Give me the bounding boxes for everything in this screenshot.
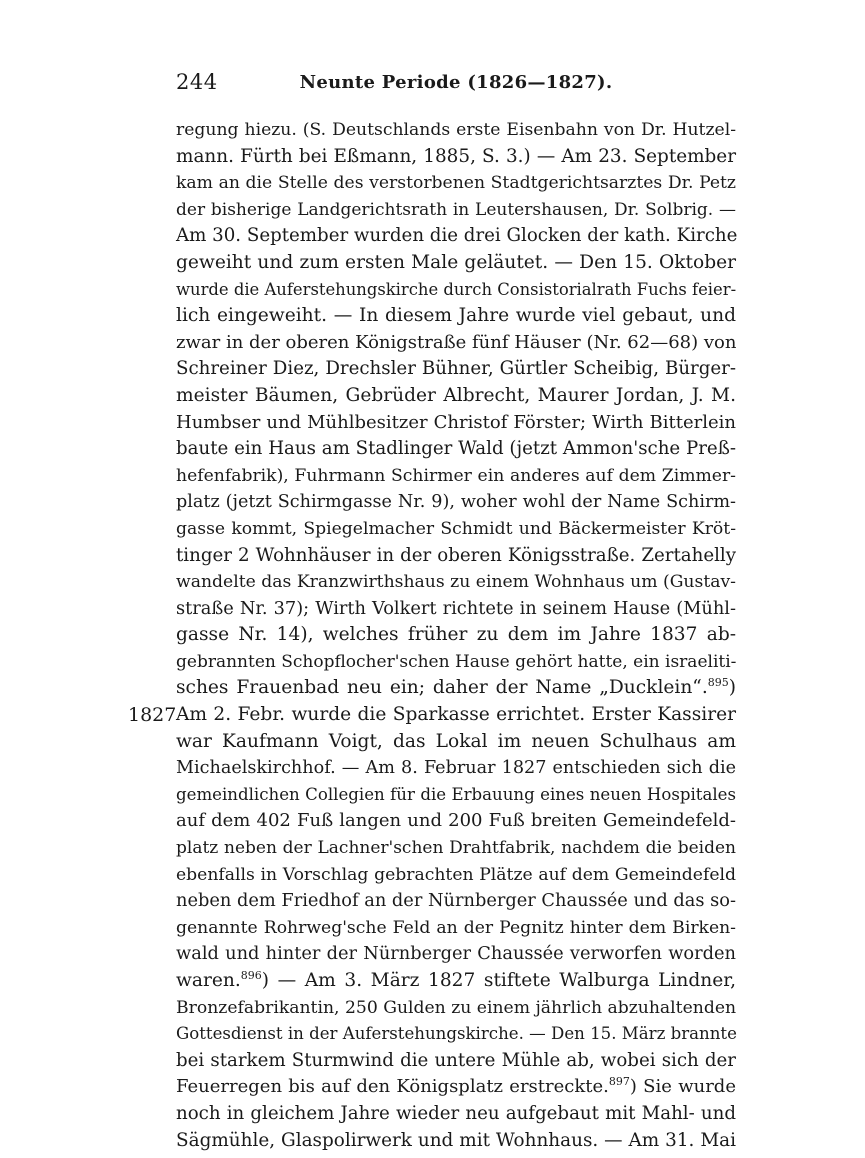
text-line <box>176 1021 736 1048</box>
line-text: gasse Nr. 14), welches früher zu dem im Jahre 1837 ab- <box>176 624 736 646</box>
line-text: Bronzefabrikantin, 250 Gulden zu einem jährlich abzuhaltenden <box>176 997 737 1018</box>
margin-year: 1827 <box>128 704 177 727</box>
line-text: Michaelskirchhof. — Am 8. Februar 1827 entschieden sich die <box>176 758 736 779</box>
text-line <box>176 995 736 1022</box>
text-line <box>176 197 736 224</box>
line-text: Gottesdienst in der Auferstehungskirche. — Den 15. März brannte <box>176 1024 737 1044</box>
text-line <box>176 835 736 862</box>
line-text: gasse kommt, Spiegelmacher Schmidt und Bäckermeister Kröt- <box>176 518 736 539</box>
text-line <box>176 463 736 490</box>
footnote-marker: 895 <box>707 676 729 690</box>
body-text <box>128 117 738 1154</box>
line-text: wurde die Auferstehungskirche durch Consistorialrath Fuchs feier- <box>176 279 737 299</box>
line-text: Feuerregen bis auf den Königsplatz erstreckte. <box>176 1076 609 1098</box>
line-text: hefenfabrik), Fuhrmann Schirmer ein anderes auf dem Zimmer- <box>176 465 736 486</box>
line-text: lich eingeweiht. — In diesem Jahre wurde viel gebaut, und <box>176 305 736 327</box>
text-line <box>176 915 736 942</box>
line-text: Am 2. Febr. wurde die Sparkasse errichtet. Erster Kassirer <box>176 704 736 726</box>
text-line <box>176 675 736 702</box>
page-header <box>176 70 736 100</box>
line-text: kam an die Stelle des verstorbenen Stadtgerichtsarztes Dr. Petz <box>176 173 736 194</box>
line-text: genannte Rohrweg'sche Feld an der Pegnitz hinter dem Birken- <box>176 917 736 938</box>
text-line <box>176 862 736 889</box>
line-text: waren. <box>176 970 241 991</box>
text-line <box>176 303 736 330</box>
line-text: Schreiner Diez, Drechsler Bühner, Gürtler Scheibig, Bürger- <box>176 358 736 380</box>
text-line <box>176 1074 736 1101</box>
line-text: neben dem Friedhof an der Nürnberger Chaussée und das so- <box>176 890 737 912</box>
line-text: war Kaufmann Voigt, das Lokal im neuen Schulhaus am <box>176 730 736 752</box>
text-line <box>176 489 736 516</box>
text-line <box>128 702 736 729</box>
text-line <box>176 356 736 383</box>
text-line <box>176 622 736 649</box>
text-line <box>176 516 736 543</box>
line-text: straße Nr. 37); Wirth Volkert richtete in seinem Hause (Mühl- <box>176 597 736 619</box>
text-line <box>176 968 736 995</box>
text-line <box>176 729 736 756</box>
line-text: ebenfalls in Vorschlag gebrachten Plätze auf dem Gemeindefeld <box>176 864 736 885</box>
text-line <box>176 941 736 968</box>
text-line <box>176 782 736 809</box>
text-line <box>176 330 736 357</box>
text-line <box>176 383 736 410</box>
text-line <box>176 1128 736 1155</box>
footnote-marker: 896 <box>240 969 262 982</box>
text-line <box>176 596 736 623</box>
text-line <box>176 569 736 596</box>
line-text: platz neben der Lachner'schen Drahtfabrik, nachdem die beiden <box>176 838 736 859</box>
line-text: bei starkem Sturmwind die untere Mühle ab, wobei sich der <box>176 1049 736 1071</box>
line-text: sches Frauenbad neu ein; daher der Name „Ducklein“. <box>176 677 708 699</box>
text-line <box>176 888 736 915</box>
text-line <box>176 436 736 463</box>
line-text: baute ein Haus am Stadlinger Wald (jetzt Ammon'sche Preß- <box>176 438 736 460</box>
line-text: gebrannten Schopflocher'schen Hause gehört hatte, ein israeliti- <box>176 651 737 672</box>
line-text: mann. Fürth bei Eßmann, 1885, S. 3.) — Am 23. September <box>176 145 736 167</box>
line-text: geweiht und zum ersten Male geläutet. — Den 15. Oktober <box>176 251 736 273</box>
text-line <box>176 649 736 676</box>
text-line <box>176 543 736 570</box>
text-line <box>176 117 736 144</box>
line-text: auf dem 402 Fuß langen und 200 Fuß breiten Gemeindefeld- <box>176 810 736 832</box>
text-line <box>176 170 736 197</box>
text-line <box>176 250 736 277</box>
line-text: Sägmühle, Glaspolirwerk und mit Wohnhaus. — Am 31. Mai <box>176 1129 736 1151</box>
text-line <box>176 410 736 437</box>
line-text: tinger 2 Wohnhäuser in der oberen Königsstraße. Zertahelly <box>176 544 736 566</box>
footnote-paren: ) <box>728 677 736 699</box>
line-text: wald und hinter der Nürnberger Chaussée verworfen worden <box>176 943 736 965</box>
line-text: meister Bäumen, Gebrüder Albrecht, Maurer Jordan, J. M. <box>176 384 736 406</box>
text-line <box>176 755 736 782</box>
text-line <box>176 808 736 835</box>
line-text: gemeindlichen Collegien für die Erbauung eines neuen Hospitales <box>176 784 736 804</box>
line-text: der bisherige Landgerichtsrath in Leutershausen, Dr. Solbrig. — <box>176 199 736 220</box>
line-text: platz (jetzt Schirmgasse Nr. 9), woher wohl der Name Schirm- <box>176 492 736 513</box>
line-text: wandelte das Kranzwirthshaus zu einem Wohnhaus um (Gustav- <box>176 572 736 593</box>
text-line <box>176 144 736 171</box>
line-text: noch in gleichem Jahre wieder neu aufgebaut mit Mahl- und <box>176 1102 736 1124</box>
running-head: Neunte Periode (1826—1827). <box>299 72 613 93</box>
page-number: 244 <box>176 70 218 94</box>
text-line <box>176 1048 736 1075</box>
footnote-marker: 897 <box>608 1075 630 1089</box>
text-line <box>176 1101 736 1128</box>
line-text: zwar in der oberen Königstraße fünf Häuser (Nr. 62—68) von <box>176 331 737 353</box>
line-text-tail: ) — Am 3. März 1827 stiftete Walburga Lindner, <box>261 970 736 991</box>
line-text-tail: ) Sie wurde <box>629 1076 736 1098</box>
line-text: Am 30. September wurden die drei Glocken der kath. Kirche <box>176 225 738 247</box>
text-line <box>176 223 736 250</box>
line-text: regung hiezu. (S. Deutschlands erste Eisenbahn von Dr. Hutzel- <box>176 120 736 140</box>
line-text: Humbser und Mühlbesitzer Christof Förster; Wirth Bitterlein <box>176 411 736 433</box>
text-line <box>176 277 736 304</box>
